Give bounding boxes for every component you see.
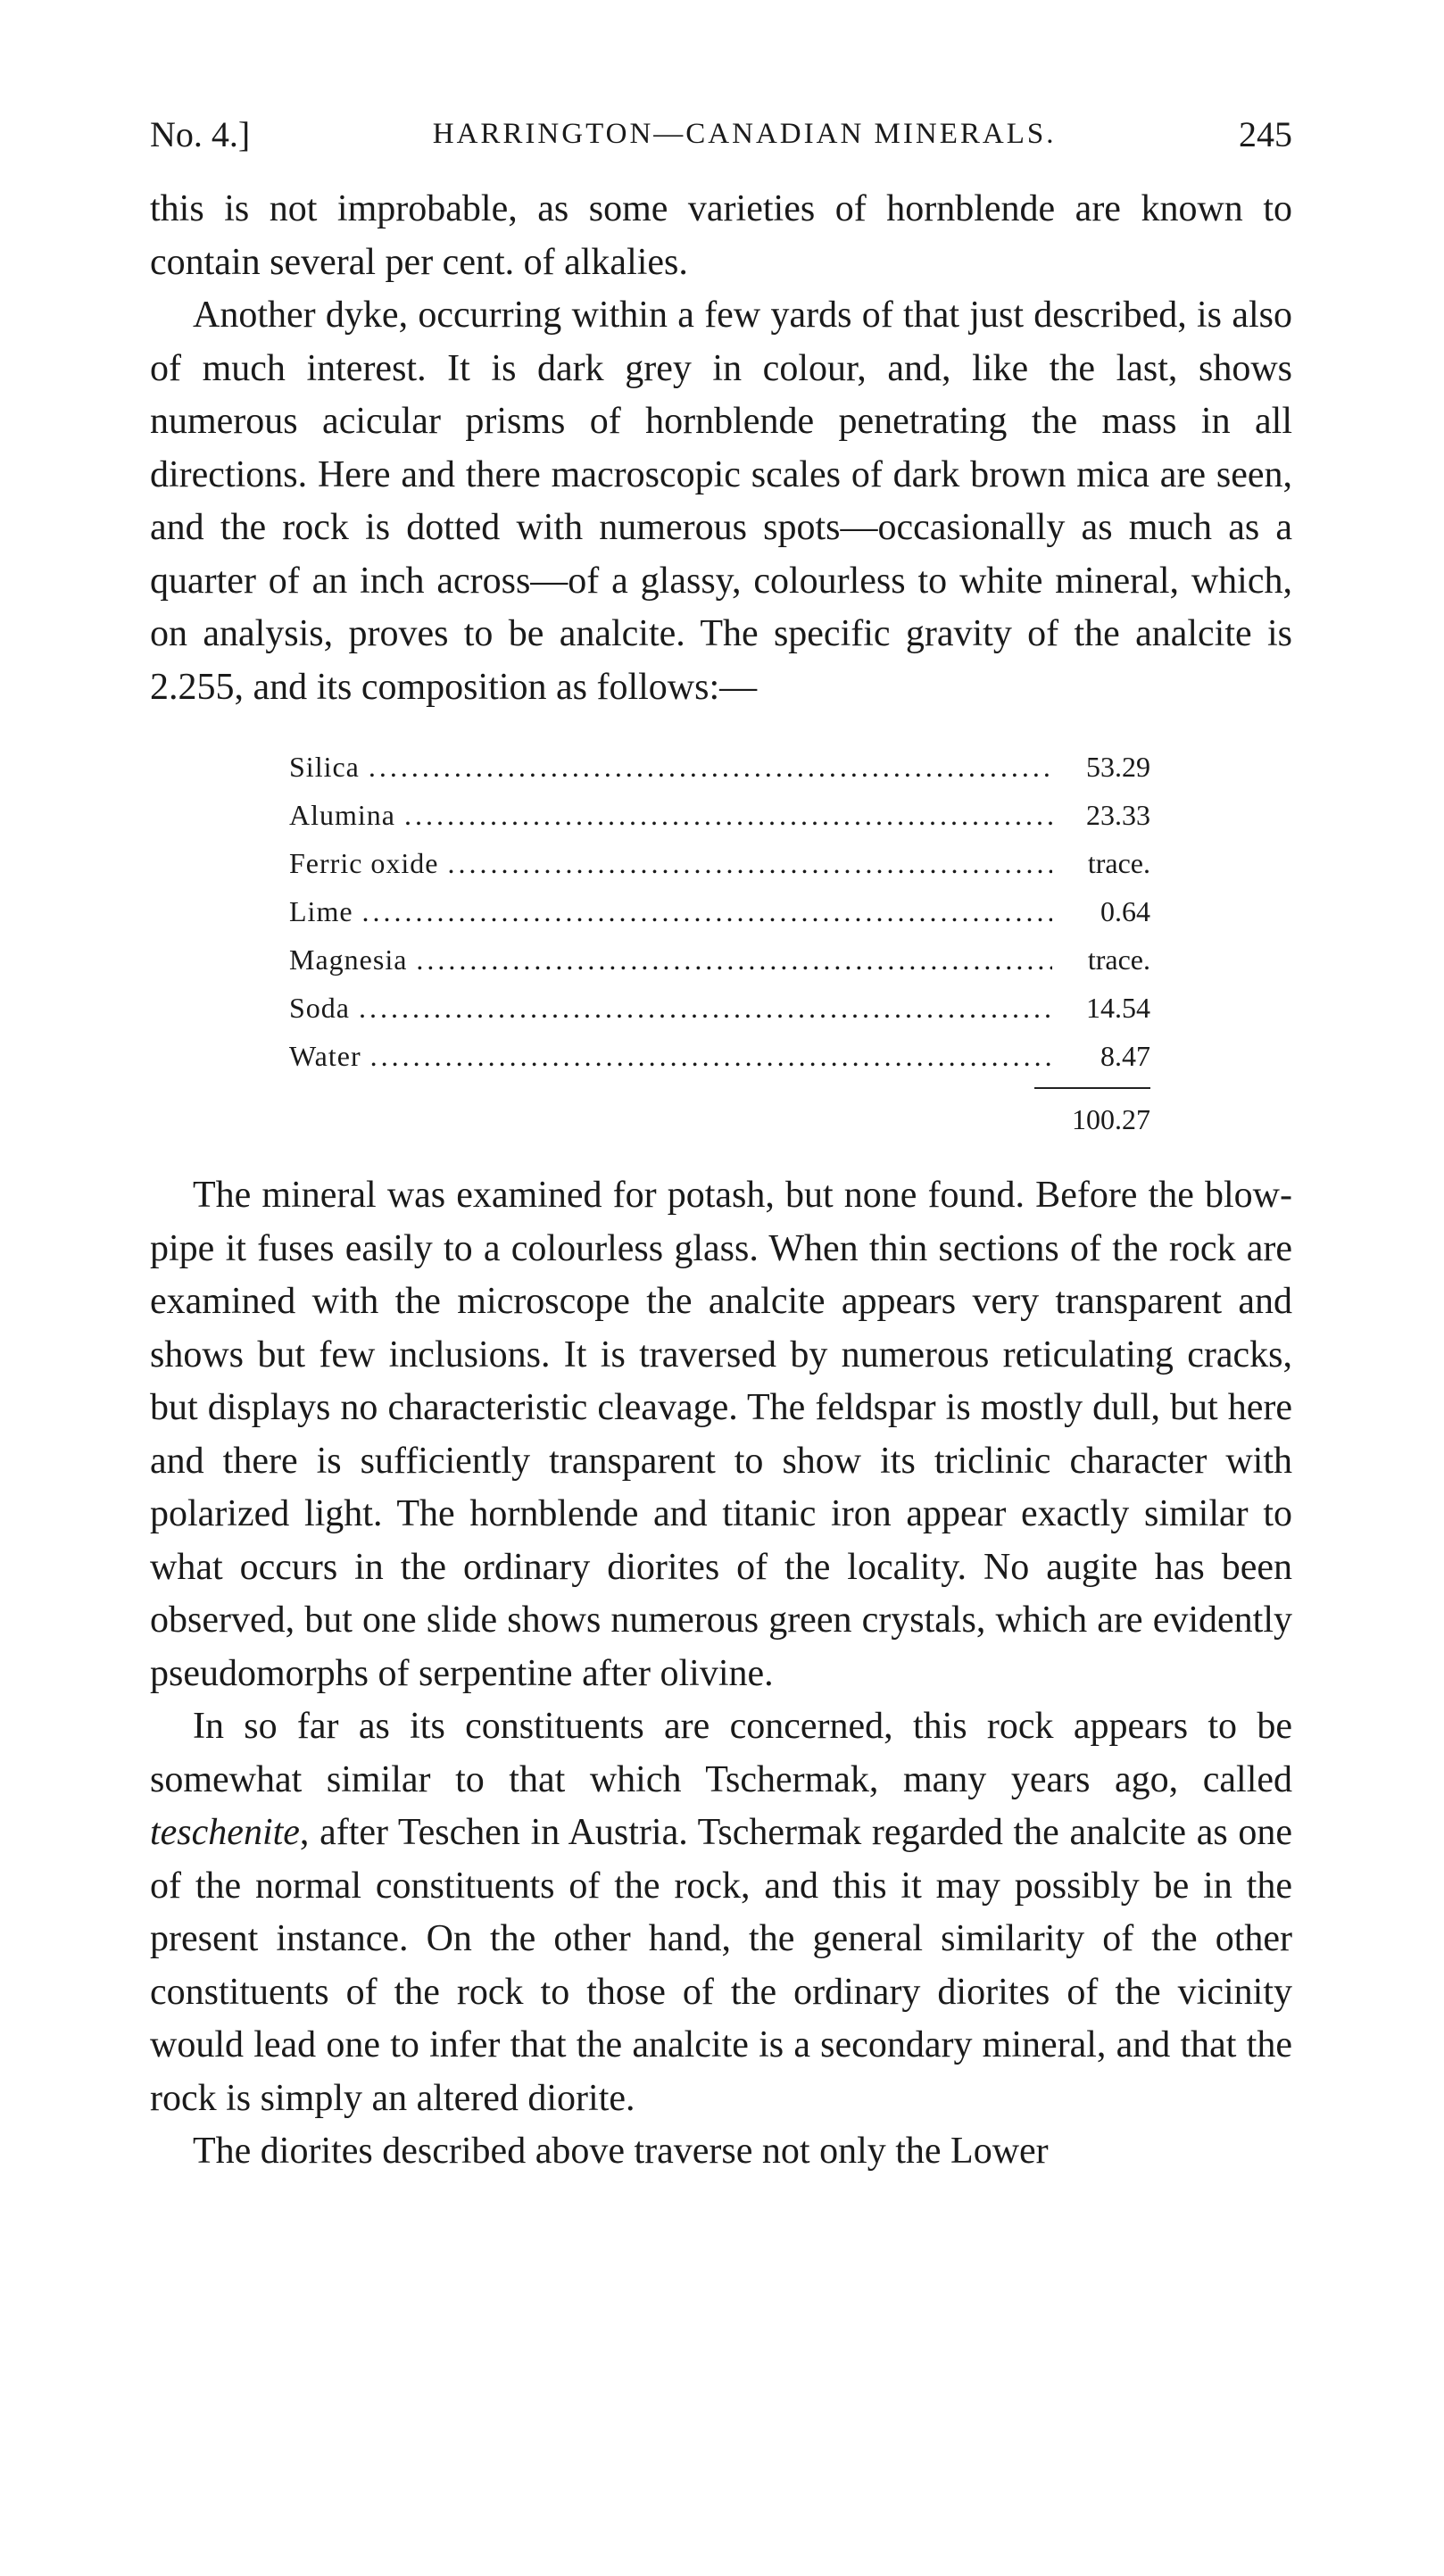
issue-number: No. 4.] [150,113,251,154]
component-label: Magnesia [289,943,408,976]
component-value: 8.47 [1100,1040,1150,1072]
paragraph-dyke-description: Another dyke, occurring within a few yards of that just described, is also of much interest. It is dark grey in colour, and, like the last, shows numerous acicular prisms of hornblende penetrating the mass in all directions. Here and there macroscopic scales of dark brown mica are seen, and the rock is dotted with numerous spots—occasionally as much as a quarter of an inch across—of a glassy, colourless to white mineral, which, on analysis, proves to be analcite. The specific gravity of the analcite is 2.255, and its composition as follows:— [150,295,1292,708]
page-number: 245 [1238,113,1292,154]
composition-table [289,743,1150,1080]
running-title: HARRINGTON—CANADIAN MINERALS. [432,117,1057,150]
component-label: Lime [289,895,353,927]
paragraph-diorites: The diorites described above traverse not only the Lower [193,2131,1049,2172]
paragraph-microscopy: The mineral was examined for potash, but none found. Before the blow-pipe it fuses easily to a colourless glass. When thin sections of the rock are examined with the microscope the analcite appears very transparent and shows but few inclusions. It is traversed by numerous reticulating cracks, but displays no characteristic cleavage. The feldspar is mostly dull, but here and there is sufficiently transparent to show its triclinic character with polarized light. The hornblende and titanic iron appear exactly similar to what occurs in the ordinary diorites of the locality. No augite has been observed, but one slide shows numerous green crystals, which are evidently pseudomorphs of serpentine after olivine. [150,1175,1292,1694]
leader-dots [362,887,1052,935]
teschenite-text-before: In so far as its constituents are concerned, this rock appears to be somewhat similar to that which Tschermak, many years ago, called [150,1706,1292,1800]
composition-row [289,1032,1150,1080]
teschenite-term: teschenite [150,1812,300,1853]
component-value: trace. [1087,847,1150,879]
composition-row [289,839,1150,887]
leader-dots [416,935,1052,984]
composition-row [289,984,1150,1032]
composition-row [289,791,1150,839]
component-value: 14.54 [1086,992,1150,1024]
leader-dots [369,743,1052,791]
component-label: Alumina [289,799,395,831]
composition-row [289,935,1150,984]
composition-total: 100.27 [1034,1087,1150,1141]
teschenite-text-after: , after Teschen in Austria. Tschermak regarded the analcite as one of the normal constituents of the rock, and this it may possibly be in the present instance. On the other hand, the general similarity of the other constituents of the rock to those of the ordinary diorites of the vicinity would lead one to infer that the analcite is a secondary mineral, and that the rock is simply an altered diorite. [150,1812,1292,2119]
component-label: Silica [289,751,360,783]
composition-row [289,743,1150,791]
composition-row [289,887,1150,935]
component-value: 53.29 [1086,751,1150,783]
component-label: Soda [289,992,350,1024]
body-text [150,183,1292,2179]
component-label: Ferric oxide [289,847,439,879]
leader-dots [448,839,1053,887]
page-header [150,107,1292,161]
component-value: 23.33 [1086,799,1150,831]
leader-dots [359,984,1052,1032]
paragraph-teschenite [150,1700,1292,2125]
composition-total-wrap [289,1087,1150,1169]
paragraph-continuation: this is not improbable, as some varieties of hornblende are known to contain several per cent. of alkalies. [150,188,1292,283]
component-value: 0.64 [1100,895,1150,927]
component-value: trace. [1087,943,1150,976]
leader-dots [370,1032,1052,1080]
leader-dots [404,791,1052,839]
component-label: Water [289,1040,361,1072]
